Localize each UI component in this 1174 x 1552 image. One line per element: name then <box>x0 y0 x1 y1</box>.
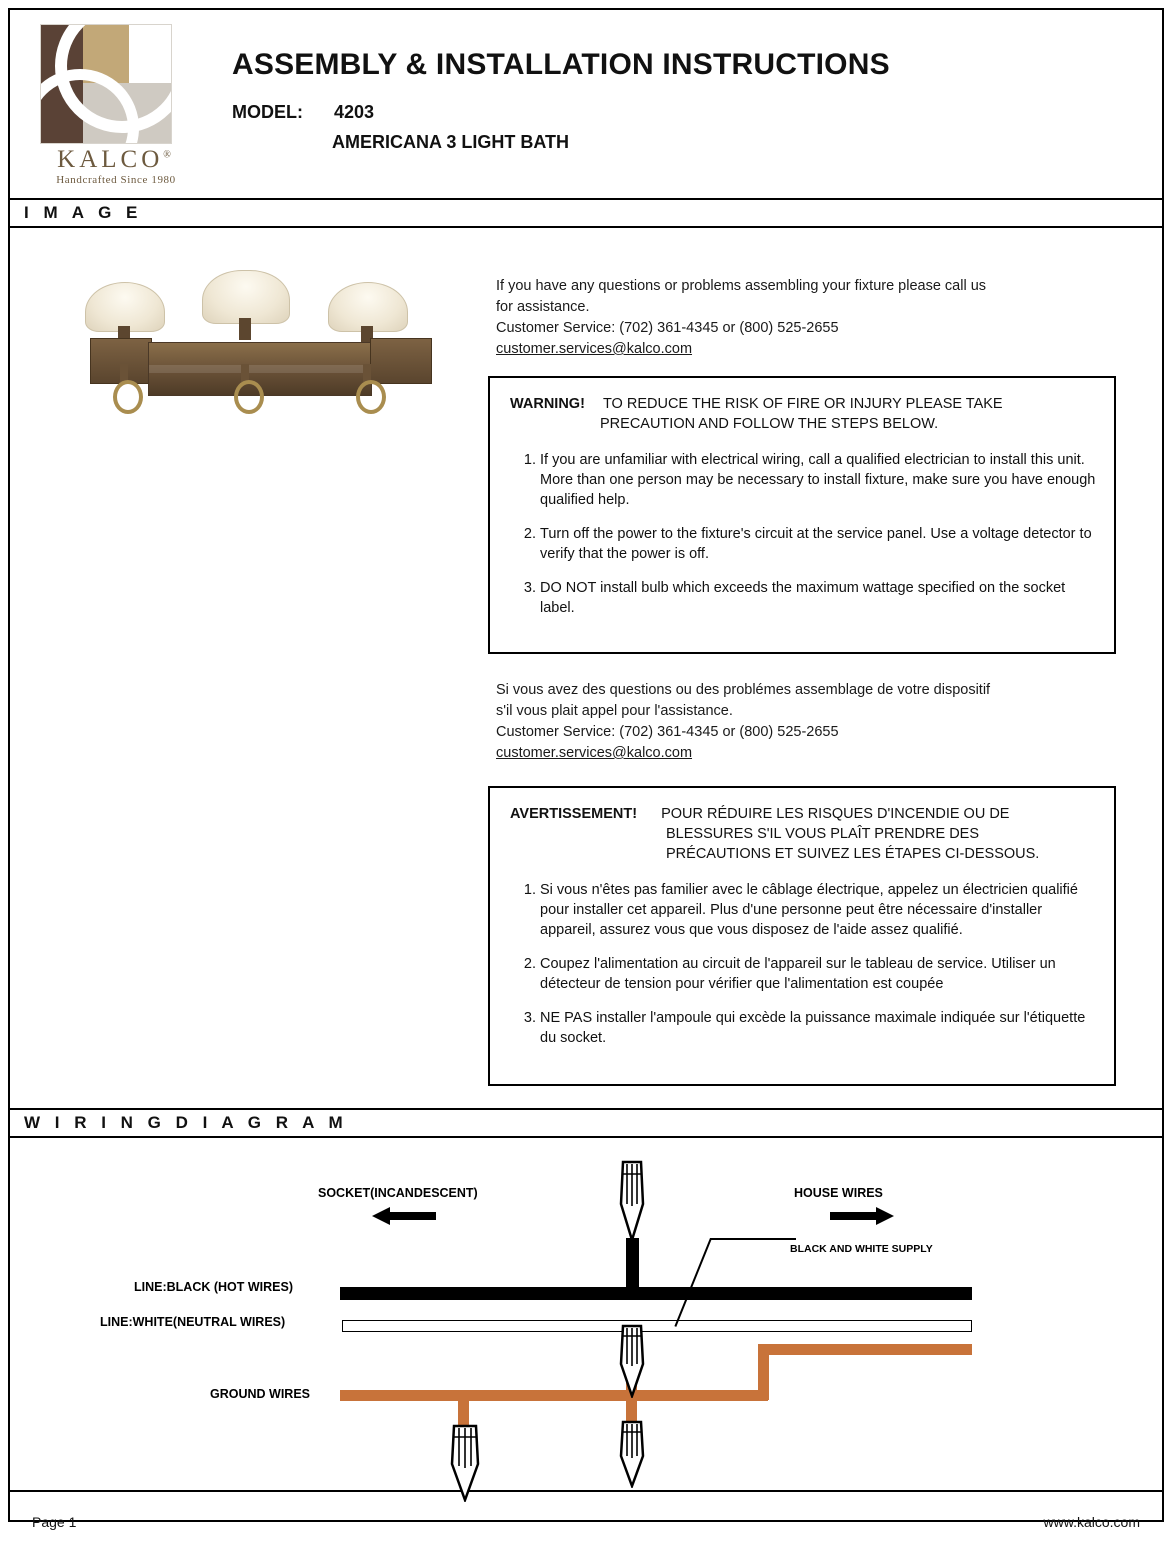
brand-wordmark: KALCO® <box>57 146 175 173</box>
ground-wire-right <box>758 1344 972 1355</box>
english-warning-step: 2. Turn off the power to the fixture's circuit at the service panel. Use a voltage detector to verify that the power is off. <box>540 524 1096 564</box>
image-and-warnings-section <box>10 228 1162 1110</box>
french-warning-title-line3: PRÉCAUTIONS ET SUIVEZ LES ÉTAPES CI-DESSOUS. <box>666 846 1040 862</box>
kalco-logo <box>30 18 202 190</box>
wiring-diagram <box>10 1138 1162 1492</box>
english-warning-heading: WARNING! <box>510 396 585 412</box>
supply-leader-diagonal <box>674 1238 711 1327</box>
french-warning-heading: AVERTISSEMENT! <box>510 806 638 822</box>
model-number: 4203 <box>334 102 375 122</box>
supply-label: BLACK AND WHITE SUPPLY <box>790 1243 933 1255</box>
shade-left-icon <box>85 282 165 332</box>
french-warning-step: 2. Coupez l'alimentation au circuit de l'appareil sur le tableau de service. Utiliser un détecteur de tension pour vérifier que l'alimentation est coupée <box>540 954 1096 994</box>
english-email[interactable]: customer.services@kalco.com <box>496 341 693 357</box>
english-warning-step: 1. If you are unfamiliar with electrical wiring, call a qualified electrician to install this unit. More than one person may be necessary to install fixture, make sure you have enough qualified help. <box>540 450 1096 510</box>
fixture-photo <box>70 264 430 434</box>
line-black-label: LINE:BLACK (HOT WIRES) <box>134 1280 294 1294</box>
black-hot-wire <box>340 1287 972 1300</box>
french-warning-title-line2: BLESSURES S'IL VOUS PLAÎT PRENDRE DES <box>666 826 980 842</box>
french-warning-title-line1: POUR RÉDUIRE LES RISQUES D'INCENDIE OU DE <box>661 806 1010 822</box>
brand-tagline: Handcrafted Since 1980 <box>56 174 176 186</box>
section-bar-wiring: W I R I N G D I A G R A M <box>10 1110 1162 1138</box>
french-email[interactable]: customer.services@kalco.com <box>496 745 693 761</box>
wire-nut-top-icon <box>610 1160 644 1222</box>
ground-wire-left <box>340 1390 468 1401</box>
shade-right-icon <box>328 282 408 332</box>
white-neutral-wire <box>342 1320 972 1332</box>
french-warning-steps <box>508 880 1096 1048</box>
socket-label: SOCKET(INCANDESCENT) <box>318 1186 478 1200</box>
page-title: ASSEMBLY & INSTALLATION INSTRUCTIONS <box>232 48 890 81</box>
french-intro-line2: s'il vous plait appel pour l'assistance. <box>496 703 733 719</box>
french-customer-service: Customer Service: (702) 361-4345 or (800) 525-2655 <box>496 724 839 740</box>
model-label: MODEL: <box>232 102 303 122</box>
line-white-label: LINE:WHITE(NEUTRAL WIRES) <box>100 1315 286 1329</box>
wire-nut-middle-icon <box>610 1324 644 1386</box>
english-warning-step: 3. DO NOT install bulb which exceeds the maximum wattage specified on the socket label. <box>540 578 1096 618</box>
document-footer <box>10 1492 1162 1552</box>
ring-right-icon <box>356 380 386 414</box>
ring-left-icon <box>113 380 143 414</box>
supply-leader-line <box>710 1238 796 1240</box>
french-warning-step: 1. Si vous n'êtes pas familier avec le câblage électrique, appelez un électricien qualifié pour installer cet appareil. Plus d'une personne peut être nécessaire d'installer appareil, assurez vous que vous disposez de l'aide assez qualifié. <box>540 880 1096 940</box>
ring-center-icon <box>234 380 264 414</box>
model-row <box>232 102 374 123</box>
black-riser <box>626 1238 639 1296</box>
wire-nut-center-bottom-icon <box>610 1420 644 1482</box>
wire-nut-ground-icon <box>440 1424 474 1486</box>
website-url[interactable]: www.kalco.com <box>1043 1514 1140 1530</box>
french-warning-box <box>488 786 1116 1086</box>
english-warning-steps <box>508 450 1096 618</box>
document-page <box>8 8 1164 1530</box>
english-intro-line2: for assistance. <box>496 299 590 315</box>
house-wires-label: HOUSE WIRES <box>794 1186 883 1200</box>
english-customer-service: Customer Service: (702) 361-4345 or (800) 525-2655 <box>496 320 839 336</box>
house-arrow-icon <box>830 1206 894 1226</box>
english-warning-box <box>488 376 1116 654</box>
page-number: Page 1 <box>32 1514 77 1530</box>
english-intro <box>496 276 1096 360</box>
ground-wires-label: GROUND WIRES <box>210 1387 310 1401</box>
document-header <box>10 10 1162 200</box>
french-intro <box>496 680 1096 764</box>
english-intro-line1: If you have any questions or problems assembling your fixture please call us <box>496 278 987 294</box>
model-name: AMERICANA 3 LIGHT BATH <box>332 132 569 152</box>
logo-artwork-icon <box>40 24 172 144</box>
french-intro-line1: Si vous avez des questions ou des problémes assemblage de votre dispositif <box>496 682 991 698</box>
section-bar-image: I M A G E <box>10 200 1162 228</box>
socket-arrow-icon <box>372 1206 436 1226</box>
shade-center-icon <box>202 270 290 324</box>
french-warning-step: 3. NE PAS installer l'ampoule qui excède la puissance maximale indiquée sur l'étiquette du socket. <box>540 1008 1096 1048</box>
english-warning-title-line1: TO REDUCE THE RISK OF FIRE OR INJURY PLEASE TAKE <box>602 396 1003 412</box>
english-warning-title-line2: PRECAUTION AND FOLLOW THE STEPS BELOW. <box>600 416 939 432</box>
